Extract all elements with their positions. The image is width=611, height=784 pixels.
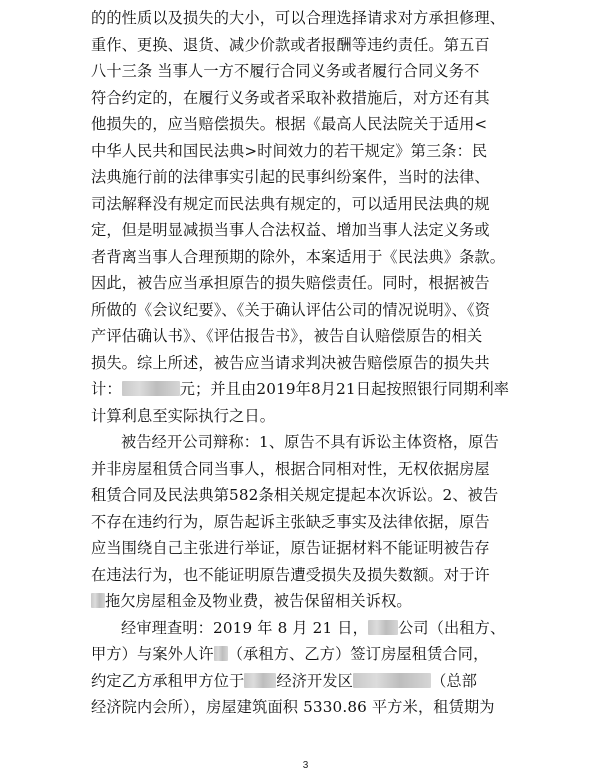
text-segment: 经审理查明：2019 年 8 月 21 日， <box>121 618 368 637</box>
text-segment: 被告经开公司辩称：1、原告不具有诉讼主体资格，原告 <box>121 433 499 451</box>
text-segment: 符合约定的，在履行义务或者采取补救措施后，对方还有其 <box>91 88 490 107</box>
text-line <box>91 35 526 55</box>
text-line <box>91 644 526 664</box>
text-segment: 计： <box>91 380 122 398</box>
redaction-block <box>122 381 180 396</box>
text-segment: 司法解释没有规定而民法典有规定的，可以适用民法典的规 <box>91 194 490 213</box>
text-segment: （承租方、乙方）签订房屋租赁合同， <box>227 645 489 663</box>
text-line <box>91 141 526 161</box>
text-line <box>91 114 526 134</box>
text-segment: 定，但是明显减损当事人合法权益、增加当事人法定义务或 <box>91 221 490 239</box>
text-line <box>91 194 526 214</box>
redaction-block <box>368 620 398 635</box>
text-segment: 八十三条 当事人一方不履行合同义务或者履行合同义务不 <box>91 62 480 80</box>
text-line <box>91 697 526 717</box>
text-line <box>91 326 526 346</box>
text-segment: 所做的《会议纪要》、《关于确认评估公司的情况说明》、《资 <box>91 300 491 319</box>
text-line <box>91 167 526 187</box>
text-line <box>91 300 526 320</box>
page-number: 3 <box>302 760 309 771</box>
text-segment: 应当围绕自己主张进行举证，原告证据材料不能证明被告存 <box>91 539 490 557</box>
text-segment: 经济院内会所），房屋建筑面积 5330.86 平方米，租赁期为 <box>91 698 495 716</box>
text-line <box>91 565 526 585</box>
text-segment: 租赁合同及民法典第582条相关规定提起本次诉讼。2、被告 <box>91 486 499 504</box>
text-segment: 重作、更换、退货、减少价款或者报酬等违约责任。第五百 <box>91 35 490 54</box>
redaction-block <box>244 673 276 688</box>
redaction-block <box>91 593 105 608</box>
text-line <box>91 247 526 267</box>
text-segment: 因此，被告应当承担原告的损失赔偿责任。同时，根据被告 <box>91 274 490 292</box>
text-line <box>91 273 526 293</box>
text-segment: 计算利息至实际执行之日。 <box>91 406 276 425</box>
text-segment: 产评估确认书》、《评估报告书》，被告自认赔偿原告的相关 <box>91 327 483 345</box>
text-segment: 者背离当事人合理预期的除外，本案适用于《民法典》条款。 <box>91 247 506 266</box>
text-segment: 在违法行为，也不能证明原告遭受损失及损失数额。对于许 <box>91 565 490 584</box>
text-segment: 拖欠房屋租金及物业费，被告保留相关诉权。 <box>105 592 412 610</box>
text-segment: （总部 <box>431 671 478 690</box>
text-segment: 经济开发区 <box>276 671 354 690</box>
text-line <box>91 485 526 505</box>
text-segment: 不存在违约行为，原告起诉主张缺乏事实及法律依据，原告 <box>91 512 490 531</box>
text-segment: 中华人民共和国民法典>时间效力的若干规定》第三条：民 <box>91 141 488 160</box>
text-line <box>91 88 526 108</box>
text-line <box>91 459 526 479</box>
text-line <box>91 8 526 28</box>
text-line <box>91 512 526 532</box>
redaction-block <box>214 646 228 661</box>
text-segment: 他损失的，应当赔偿损失。根据《最高人民法院关于适用< <box>91 115 488 133</box>
text-segment: 元；并且由2019年8月21日起按照银行同期利率 <box>179 380 510 398</box>
text-segment: 的的性质以及损失的大小，可以合理选择请求对方承担修理、 <box>91 9 506 27</box>
text-segment: 并非房屋租赁合同当事人，根据合同相对性，无权依据房屋 <box>91 459 490 478</box>
text-segment: 约定乙方承租甲方位于 <box>91 671 245 690</box>
text-line <box>91 671 526 691</box>
text-line <box>91 591 526 611</box>
text-segment: 损失。综上所述，被告应当请求判决被告赔偿原告的损失共 <box>91 353 490 372</box>
text-line <box>91 538 526 558</box>
text-line <box>121 432 526 452</box>
text-line <box>91 61 526 81</box>
text-line <box>91 379 526 399</box>
text-segment: 法典施行前的法律事实引起的民事纠纷案件，当时的法律、 <box>91 168 490 186</box>
text-line <box>91 353 526 373</box>
text-segment: 公司（出租方、 <box>397 618 506 637</box>
redaction-block <box>353 673 431 688</box>
text-line <box>91 220 526 240</box>
text-line <box>121 618 526 638</box>
text-line <box>91 406 526 426</box>
text-segment: 甲方）与案外人许 <box>91 645 214 663</box>
